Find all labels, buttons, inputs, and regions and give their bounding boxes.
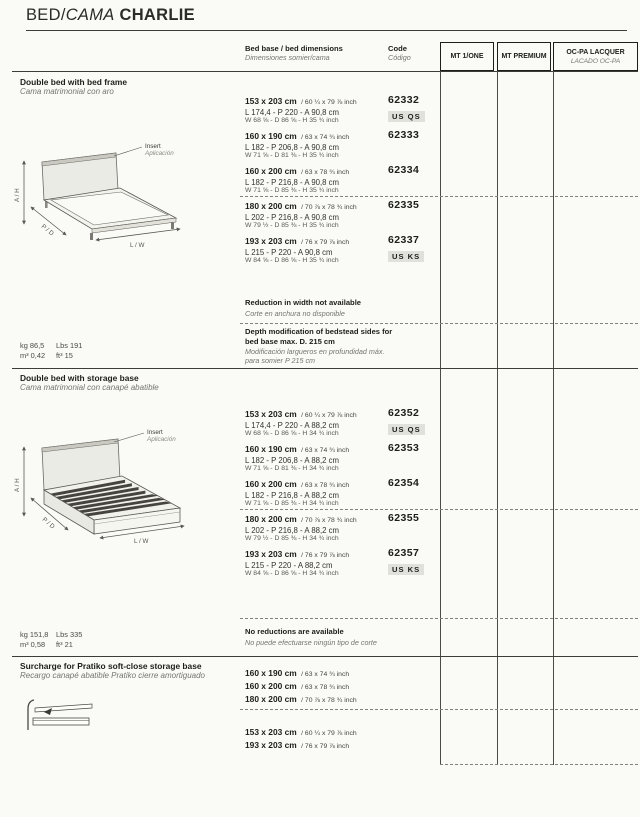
section1-note-depth <box>245 327 400 365</box>
weight-lbs: Lbs 335 <box>56 630 83 639</box>
weight-kg: kg 86,5 <box>20 341 45 350</box>
section1-heading-es: Cama matrimonial con aro <box>20 87 114 96</box>
dimension-row <box>245 234 440 262</box>
section1-rows <box>245 94 440 269</box>
height-axis-label: A / H <box>14 188 21 202</box>
product-code: 62352 <box>388 407 420 419</box>
row-size-cm: 193 x 203 cm <box>245 549 297 559</box>
surcharge-row <box>245 667 445 680</box>
front-left-leg <box>90 233 93 240</box>
row-dims-cm: L 174,4 - P 220 - A 90,8 cm <box>245 108 340 117</box>
length-axis-label: L / W <box>130 242 145 248</box>
column-line-mt-premium <box>497 71 498 765</box>
length-axis-label: L / W <box>134 538 149 544</box>
header-dimensions-es: Dimensiones somier/cama <box>245 53 330 62</box>
columns-bottom-separator <box>440 764 638 765</box>
surcharge-row <box>245 726 445 739</box>
header-divider <box>12 71 638 72</box>
header-code-en: Code <box>388 44 407 53</box>
row-size-inch: / 63 x 78 ¾ inch <box>301 482 350 489</box>
row-size-inch: / 76 x 79 ⅞ inch <box>301 239 350 246</box>
header-dimensions-en: Bed base / bed dimensions <box>245 44 343 53</box>
row-code-block <box>388 548 448 577</box>
row-size-inch: / 70 ⅞ x 78 ¾ inch <box>301 697 357 704</box>
row-dims-cm: L 182 - P 216,8 - A 88,2 cm <box>245 491 340 500</box>
header-mt-one-label: MT 1/ONE <box>450 53 484 60</box>
section1-weight <box>20 341 82 361</box>
page-title <box>26 6 195 25</box>
product-code: 62335 <box>388 199 420 211</box>
weight-line2 <box>20 640 82 650</box>
title-divider <box>26 30 627 31</box>
row-dims-cm: L 182 - P 206,8 - A 90,8 cm <box>245 143 340 152</box>
dimension-row <box>245 129 440 157</box>
row-code-block <box>388 165 448 176</box>
header-box-lacquer <box>553 42 638 71</box>
section1-heading-en: Double bed with bed frame <box>20 77 128 87</box>
weight-lbs: Lbs 191 <box>56 341 83 350</box>
weight-ft3: ft³ 21 <box>56 640 73 649</box>
row-code-block <box>388 478 448 489</box>
row-code-block <box>388 95 448 124</box>
section3-heading <box>20 661 250 681</box>
weight-m3: m³ 0,42 <box>20 351 46 360</box>
row-size-cm: 160 x 200 cm <box>245 681 297 691</box>
row-dims-inch: W 84 ⅝ - D 86 ⅝ - H 35 ¾ inch <box>245 257 339 264</box>
note-es: Modificación largueros en profundidad máx. para somier P 215 cm <box>245 347 385 365</box>
row-size-inch: / 60 ¼ x 79 ⅞ inch <box>301 730 357 737</box>
row-size-inch: / 76 x 79 ⅞ inch <box>301 743 350 750</box>
column-line-lacquer <box>553 71 554 765</box>
dimension-row <box>245 199 440 227</box>
insert-label-es: Aplicación <box>145 150 174 157</box>
row-dims-cm: L 215 - P 220 - A 90,8 cm <box>245 248 333 257</box>
row-dims-inch: W 79 ½ - D 85 ⅜ - H 35 ¾ inch <box>245 222 339 229</box>
weight-line2 <box>20 351 82 361</box>
page-title-prefix: BED/ <box>26 6 66 24</box>
us-size-badge: US QS <box>388 424 425 435</box>
section-divider <box>12 368 638 369</box>
dimension-row <box>245 477 440 505</box>
row-size-cm: 180 x 200 cm <box>245 694 297 704</box>
header-code-column <box>388 44 411 62</box>
row-size-inch: / 70 ⅞ x 78 ¾ inch <box>301 517 357 524</box>
row-dims-cm: L 182 - P 216,8 - A 90,8 cm <box>245 178 340 187</box>
product-code: 62334 <box>388 164 420 176</box>
product-code: 62355 <box>388 512 420 524</box>
row-dims-inch: W 71 ⅝ - D 81 ⅜ - H 35 ¾ inch <box>245 152 339 159</box>
row-size-inch: / 63 x 74 ¾ inch <box>301 134 350 141</box>
row-size-inch: / 63 x 78 ¾ inch <box>301 684 350 691</box>
row-size-cm: 160 x 200 cm <box>245 479 297 489</box>
header-box-mt-one <box>440 42 494 71</box>
insert-leader-line <box>114 147 142 156</box>
row-size-cm: 160 x 190 cm <box>245 131 297 141</box>
row-size-cm: 193 x 203 cm <box>245 236 297 246</box>
row-size-cm: 180 x 200 cm <box>245 201 297 211</box>
product-code: 62354 <box>388 477 420 489</box>
page-title-cama: CAMA <box>65 6 115 24</box>
dimension-row <box>245 407 440 435</box>
row-size-cm: 160 x 190 cm <box>245 444 297 454</box>
weight-m3: m³ 0,58 <box>20 640 46 649</box>
row-dims-cm: L 202 - P 216,8 - A 88,2 cm <box>245 526 340 535</box>
section-divider <box>12 656 638 657</box>
dashed-separator <box>240 196 638 197</box>
product-code: 62332 <box>388 94 420 106</box>
header-code-es: Código <box>388 53 411 62</box>
note-es: Corte en anchura no disponible <box>245 308 345 318</box>
row-dims-inch: W 84 ⅝ - D 86 ⅝ - H 34 ¾ inch <box>245 570 339 577</box>
row-size-cm: 153 x 203 cm <box>245 409 297 419</box>
row-dims-cm: L 182 - P 206,8 - A 88,2 cm <box>245 456 340 465</box>
storage-open-side-drawing <box>8 692 118 750</box>
header-mt-premium-label: MT PREMIUM <box>501 53 547 60</box>
weight-ft3: ft³ 15 <box>56 351 73 360</box>
row-size-inch: / 63 x 74 ¾ inch <box>301 671 350 678</box>
dimension-row <box>245 94 440 122</box>
front-right-leg <box>171 222 174 229</box>
depth-axis-label: P / D <box>39 223 55 238</box>
dimension-row <box>245 164 440 192</box>
section2-heading <box>20 373 240 393</box>
page-title-model: CHARLIE <box>114 6 195 24</box>
row-dims-inch: W 71 ⅝ - D 85 ⅜ - H 35 ¾ inch <box>245 187 339 194</box>
section2-heading-es: Cama matrimonial con canapé abatible <box>20 383 159 392</box>
insert-label-en: Insert <box>147 429 163 436</box>
dashed-separator <box>240 618 638 619</box>
section2-note-reduction <box>245 627 435 647</box>
dimension-row <box>245 512 440 540</box>
insert-label-es: Aplicación <box>147 436 176 443</box>
header-dimensions-column <box>245 44 343 62</box>
row-dims-inch: W 68 ⅝ - D 86 ⅝ - H 34 ¾ inch <box>245 430 339 437</box>
insert-leader-line <box>114 433 144 442</box>
dashed-separator <box>240 709 638 710</box>
row-size-inch: / 60 ¼ x 79 ⅞ inch <box>301 99 357 106</box>
section2-rows <box>245 407 440 582</box>
row-dims-inch: W 71 ⅝ - D 85 ⅜ - H 34 ¾ inch <box>245 500 339 507</box>
header-box-mt-premium <box>497 42 551 71</box>
dimension-row <box>245 442 440 470</box>
surcharge-row <box>245 680 445 693</box>
us-size-badge: US KS <box>388 564 424 575</box>
dashed-separator <box>240 323 638 324</box>
row-size-cm: 193 x 203 cm <box>245 740 297 750</box>
row-size-inch: / 76 x 79 ⅞ inch <box>301 552 350 559</box>
row-size-cm: 180 x 200 cm <box>245 514 297 524</box>
header-lacquer-es: LACADO OC-PA <box>570 57 621 65</box>
row-size-inch: / 60 ¼ x 79 ⅞ inch <box>301 412 357 419</box>
storage-box <box>33 718 89 725</box>
section2-heading-en: Double bed with storage base <box>20 373 139 383</box>
us-size-badge: US KS <box>388 251 424 262</box>
row-size-inch: / 63 x 74 ¾ inch <box>301 447 350 454</box>
section3-heading-es: Recargo canapé abatible Pratiko cierre amortiguado <box>20 671 205 680</box>
product-code: 62333 <box>388 129 420 141</box>
row-size-cm: 153 x 203 cm <box>245 96 297 106</box>
dimension-row <box>245 547 440 575</box>
row-dims-cm: L 202 - P 216,8 - A 90,8 cm <box>245 213 340 222</box>
row-size-inch: / 63 x 78 ¾ inch <box>301 169 350 176</box>
row-dims-inch: W 71 ⅝ - D 81 ⅜ - H 34 ¾ inch <box>245 465 339 472</box>
insert-label-en: Insert <box>145 143 161 150</box>
section1-note-reduction <box>245 298 415 318</box>
row-code-block <box>388 200 448 211</box>
row-dims-inch: W 68 ⅝ - D 86 ⅝ - H 35 ¾ inch <box>245 117 339 124</box>
weight-line1 <box>20 630 82 640</box>
header-lacquer-en: OC-PA LACQUER <box>566 48 625 56</box>
row-dims-cm: L 174,4 - P 220 - A 88,2 cm <box>245 421 340 430</box>
row-dims-cm: L 215 - P 220 - A 88,2 cm <box>245 561 333 570</box>
note-en: Depth modification of bedstead sides for bed base max. D. 215 cm <box>245 327 393 346</box>
surcharge-row <box>245 739 445 752</box>
lifted-slat-base <box>35 704 92 712</box>
product-code: 62357 <box>388 547 420 559</box>
bed-frame-drawing <box>8 130 238 248</box>
storage-bed-drawing <box>8 418 238 544</box>
side-headboard <box>28 700 34 730</box>
height-axis-label: A / H <box>14 478 21 492</box>
weight-line1 <box>20 341 82 351</box>
section2-weight <box>20 630 82 650</box>
surcharge-rows-b <box>245 726 445 752</box>
row-code-block <box>388 513 448 524</box>
row-code-block <box>388 235 448 264</box>
section1-heading <box>20 77 240 97</box>
dashed-separator <box>240 509 638 510</box>
weight-kg: kg 151,8 <box>20 630 49 639</box>
surcharge-rows-a <box>245 667 445 706</box>
row-code-block <box>388 443 448 454</box>
row-size-cm: 160 x 200 cm <box>245 166 297 176</box>
us-size-badge: US QS <box>388 111 425 122</box>
note-en: Reduction in width not available <box>245 298 362 307</box>
note-en: No reductions are available <box>245 627 344 636</box>
row-size-cm: 153 x 203 cm <box>245 727 297 737</box>
row-size-cm: 160 x 190 cm <box>245 668 297 678</box>
row-dims-inch: W 79 ½ - D 85 ⅜ - H 34 ¾ inch <box>245 535 339 542</box>
note-es: No puede efectuarse ningún tipo de corte <box>245 637 377 647</box>
product-code: 62353 <box>388 442 420 454</box>
depth-axis-label: P / D <box>40 516 56 531</box>
row-code-block <box>388 408 448 437</box>
product-code: 62337 <box>388 234 420 246</box>
row-code-block <box>388 130 448 141</box>
row-size-inch: / 70 ⅞ x 78 ¾ inch <box>301 204 357 211</box>
section3-heading-en: Surcharge for Pratiko soft-close storage base <box>20 661 202 671</box>
surcharge-row <box>245 693 445 706</box>
